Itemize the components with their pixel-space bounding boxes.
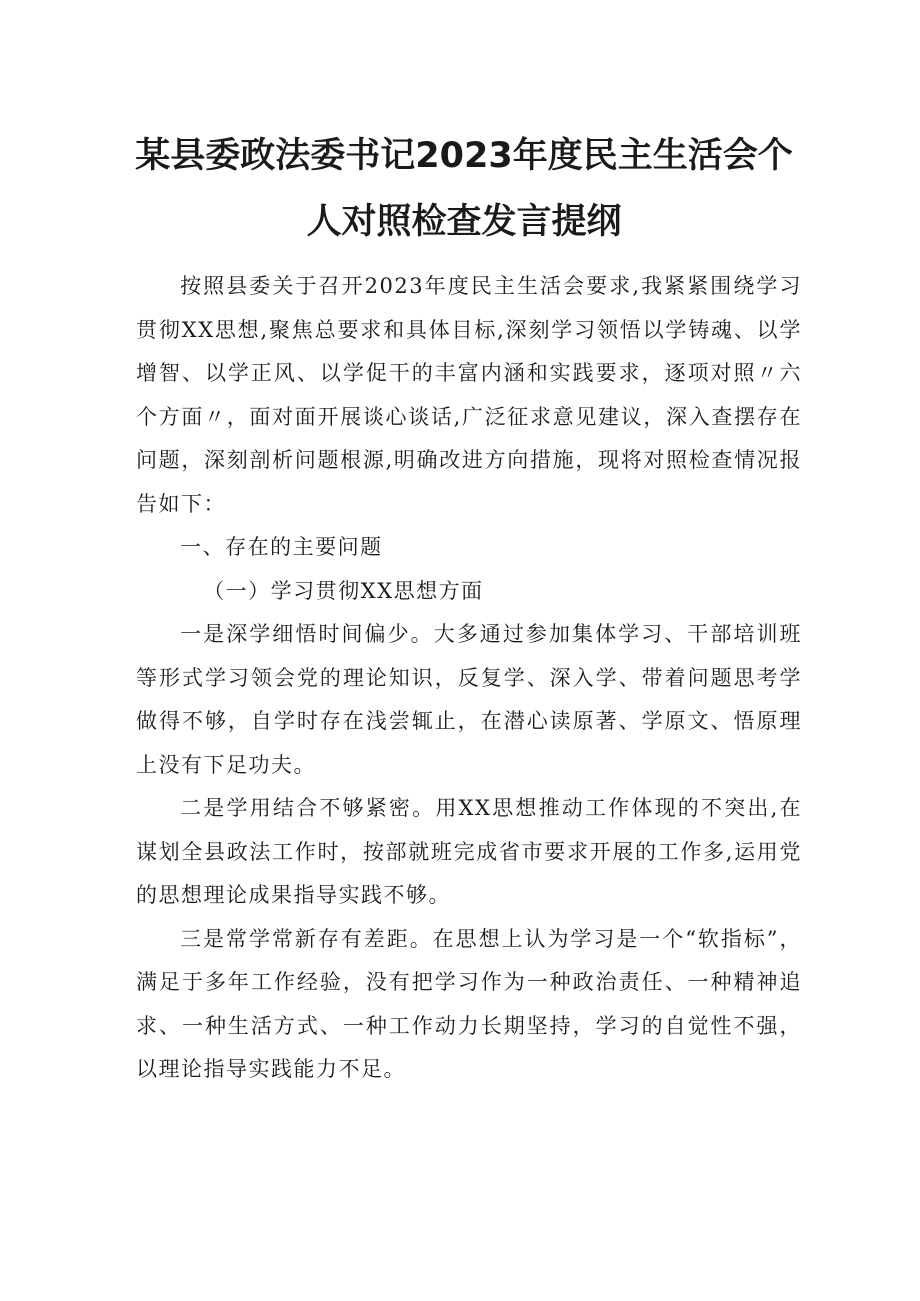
title-line-2: 人对照检查发言提纲 [306, 202, 622, 242]
intro-paragraph: 按照县委关于召开2023年度民主生活会要求,我紧紧围绕学习贯彻XX思想,聚焦总要求和具体目标,深刻学习领悟以学铸魂、以学增智、以学正风、以学促干的丰富内涵和实践要求，逐项对照〃六个方面〃，面对面开展谈心谈话,广泛征求意见建议，深入查摆存在问题，深刻剖析问题根源,明确改进方向措施，现将对照检查情况报告如下： [136, 274, 802, 516]
document-body [136, 265, 802, 1092]
section-heading: 一、存在的主要问题 [180, 535, 383, 559]
point-paragraph-2: 二是学用结合不够紧密。用XX思想推动工作体现的不突出,在谋划全县政法工作时，按部就班完成省市要求开展的工作多,运用党的思想理论成果指导实践不够。 [136, 796, 802, 907]
subsection-heading: （一）学习贯彻XX思想方面 [203, 578, 484, 603]
point-paragraph-1: 一是深学细悟时间偏少。大多通过参加集体学习、干部培训班等形式学习领会党的理论知识，反复学、深入学、带着问题思考学做得不够，自学时存在浅尝辄止，在潜心读原著、学原文、悟原理上没有下足功夫。 [136, 622, 802, 777]
point-paragraph-3: 三是常学常新存有差距。在思想上认为学习是一个“软指标”，满足于多年工作经验，没有把学习作为一种政治责任、一种精神追求、一种生活方式、一种工作动力长期坚持，学习的自觉性不强，以理论指导实践能力不足。 [136, 926, 802, 1081]
title-line-1: 某县委政法委书记2023年度民主生活会个 [135, 136, 793, 176]
document-title [126, 123, 802, 255]
